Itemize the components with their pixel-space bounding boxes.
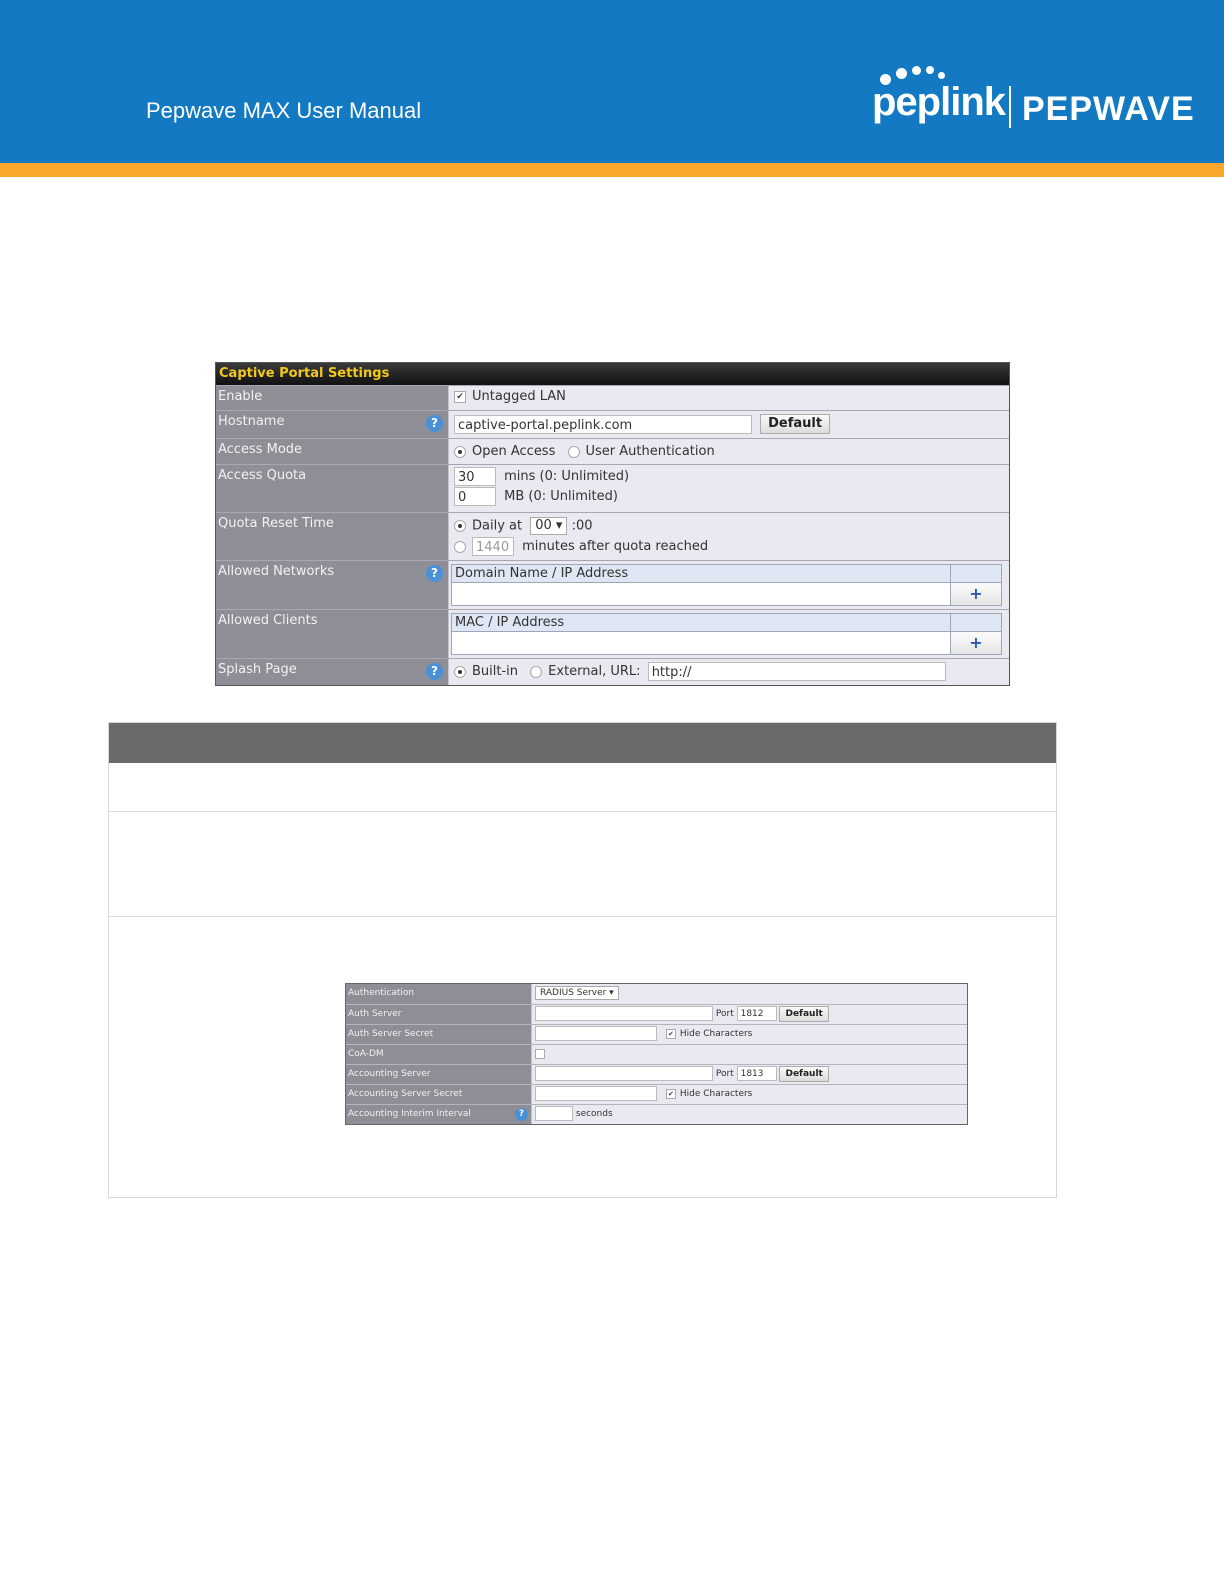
accounting-server-input[interactable]	[535, 1066, 713, 1081]
description-table	[108, 722, 1057, 1198]
auth-port-input[interactable]: 1812	[737, 1006, 777, 1021]
logo-peplink-text: peplink	[872, 80, 1006, 124]
auth-hide-characters-label: Hide Characters	[679, 1029, 753, 1039]
panel-title: Captive Portal Settings	[216, 363, 1009, 385]
reset-hour-select[interactable]: 00 ▾	[530, 517, 567, 535]
row-accounting-interim-interval	[346, 1104, 967, 1124]
peplink-pepwave-logo	[872, 64, 1195, 136]
accounting-port-label: Port	[715, 1069, 734, 1079]
quota-mb-unit: MB (0: Unlimited)	[504, 489, 618, 504]
label-access-mode: Access Mode	[216, 439, 449, 464]
allowed-networks-table	[451, 564, 1002, 606]
quota-mb-input[interactable]: 0	[454, 487, 496, 506]
row-hostname	[216, 410, 1009, 438]
logo-pepwave-text: PEPWAVE	[1022, 90, 1195, 128]
authentication-select[interactable]: RADIUS Server ▾	[535, 986, 619, 1000]
label-splash-page: Splash Page	[218, 662, 297, 677]
label-coa-dm: CoA-DM	[346, 1045, 532, 1064]
help-icon[interactable]: ?	[426, 565, 443, 582]
untagged-lan-checkbox[interactable]: ✔	[454, 391, 466, 403]
help-icon[interactable]: ?	[426, 663, 443, 680]
row-access-quota	[216, 464, 1009, 512]
row-enable	[216, 385, 1009, 410]
splash-url-input[interactable]: http://	[648, 662, 946, 681]
authentication-settings-panel	[345, 983, 968, 1125]
label-allowed-clients: Allowed Clients	[216, 610, 449, 658]
header-stripe	[0, 163, 1224, 177]
captive-portal-settings-panel	[215, 362, 1010, 686]
minutes-after-label: minutes after quota reached	[522, 539, 709, 554]
label-accounting-interim-interval: Accounting Interim Interval	[348, 1109, 471, 1119]
accounting-port-input[interactable]: 1813	[737, 1066, 777, 1081]
allowed-clients-table	[451, 613, 1002, 655]
external-url-label: External, URL:	[548, 664, 641, 679]
label-authentication: Authentication	[346, 984, 532, 1004]
label-enable: Enable	[216, 386, 449, 410]
row-allowed-networks	[216, 560, 1009, 609]
daily-at-label: Daily at	[472, 518, 523, 534]
row-access-mode	[216, 438, 1009, 464]
auth-secret-input[interactable]	[535, 1026, 657, 1041]
builtin-splash-radio[interactable]	[454, 666, 466, 678]
column-mac-ip: MAC / IP Address	[455, 615, 565, 630]
after-quota-radio[interactable]	[454, 541, 466, 553]
open-access-label: Open Access	[472, 444, 556, 459]
description-table-row	[109, 763, 1056, 812]
row-coa-dm	[346, 1044, 967, 1064]
untagged-lan-label: Untagged LAN	[472, 389, 566, 404]
label-accounting-server: Accounting Server	[346, 1065, 532, 1084]
auth-port-label: Port	[715, 1009, 734, 1019]
accounting-secret-input[interactable]	[535, 1086, 657, 1101]
row-splash-page	[216, 658, 1009, 685]
external-splash-radio[interactable]	[530, 666, 542, 678]
help-icon[interactable]: ?	[515, 1108, 528, 1121]
logo-divider	[1009, 86, 1011, 128]
add-network-button[interactable]: +	[950, 583, 1001, 605]
hostname-default-button[interactable]: Default	[760, 414, 830, 434]
auth-hide-characters-checkbox[interactable]: ✔	[666, 1029, 676, 1039]
label-access-quota: Access Quota	[216, 465, 449, 512]
row-authentication	[346, 984, 967, 1004]
label-accounting-server-secret: Accounting Server Secret	[346, 1085, 532, 1104]
user-authentication-label: User Authentication	[585, 444, 715, 459]
accounting-default-button[interactable]: Default	[779, 1066, 828, 1082]
coa-dm-checkbox[interactable]	[535, 1049, 545, 1059]
add-client-button[interactable]: +	[950, 632, 1001, 654]
label-auth-server-secret: Auth Server Secret	[346, 1025, 532, 1044]
column-domain-ip: Domain Name / IP Address	[455, 566, 629, 581]
row-accounting-server-secret	[346, 1084, 967, 1104]
accounting-interval-input[interactable]	[535, 1106, 573, 1121]
label-allowed-networks: Allowed Networks	[218, 564, 335, 579]
builtin-label: Built-in	[472, 664, 519, 679]
quota-mins-input[interactable]: 30	[454, 467, 496, 486]
row-accounting-server	[346, 1064, 967, 1084]
manual-title: Pepwave MAX User Manual	[146, 98, 422, 123]
accounting-hide-characters-checkbox[interactable]: ✔	[666, 1089, 676, 1099]
hostname-input[interactable]: captive-portal.peplink.com	[454, 415, 752, 434]
user-authentication-radio[interactable]	[568, 446, 580, 458]
accounting-interval-unit: seconds	[575, 1109, 613, 1119]
row-auth-server-secret	[346, 1024, 967, 1044]
row-allowed-clients	[216, 609, 1009, 658]
auth-default-button[interactable]: Default	[779, 1006, 828, 1022]
row-auth-server	[346, 1004, 967, 1024]
quota-mins-unit: mins (0: Unlimited)	[504, 469, 630, 484]
description-table-header	[109, 723, 1056, 763]
row-quota-reset-time	[216, 512, 1009, 560]
reset-minute-suffix: :00	[571, 518, 593, 534]
help-icon[interactable]: ?	[426, 415, 443, 432]
label-quota-reset-time: Quota Reset Time	[216, 513, 449, 560]
minutes-after-input[interactable]: 1440	[472, 537, 514, 556]
page-header	[0, 0, 1224, 163]
open-access-radio[interactable]	[454, 446, 466, 458]
accounting-hide-characters-label: Hide Characters	[679, 1089, 753, 1099]
label-hostname: Hostname	[218, 414, 285, 429]
description-table-row	[109, 812, 1056, 917]
label-auth-server: Auth Server	[346, 1005, 532, 1024]
auth-server-input[interactable]	[535, 1006, 713, 1021]
daily-reset-radio[interactable]	[454, 520, 466, 532]
